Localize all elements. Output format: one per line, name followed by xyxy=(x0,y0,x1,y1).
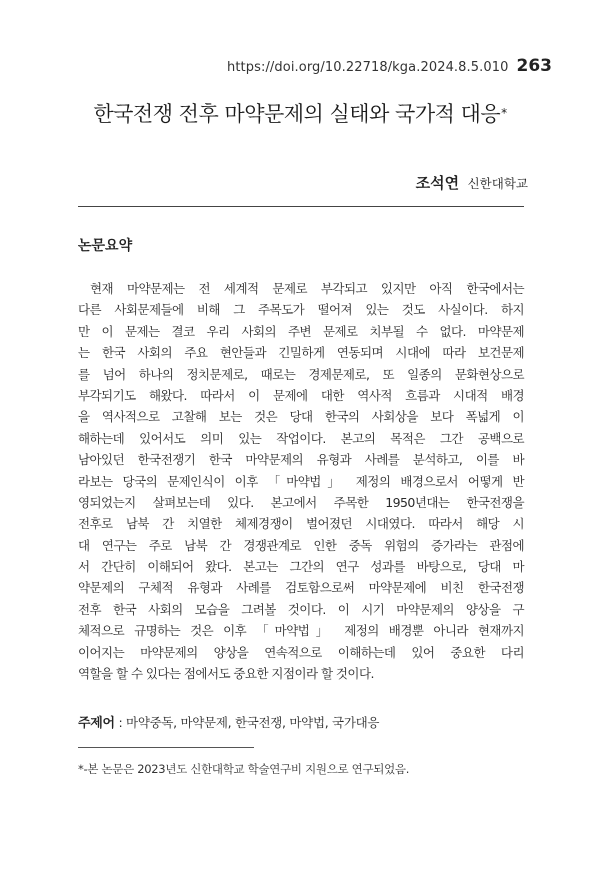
author-name: 조석연 xyxy=(415,174,460,192)
keywords-list: 마약중독, 마약문제, 한국전쟁, 마약법, 국가대응 xyxy=(126,715,380,730)
abstract-line: 만 이 문제는 결코 우리 사회의 주변 문제로 치부될 수 없다. 마약문제 xyxy=(78,323,524,339)
abstract-line: 약문제의 구체적 유형과 사례를 검토함으로써 마약문제에 비친 한국전쟁 xyxy=(78,580,524,596)
abstract-line: 이어지는 마약문제의 양상을 연속적으로 이해하는데 있어 중요한 다리 xyxy=(78,644,524,660)
abstract-line: 을 역사적으로 고찰해 보는 것은 당대 한국의 사회상을 보다 폭넓게 이 xyxy=(78,409,524,425)
abstract-body xyxy=(78,278,524,684)
abstract-line: 다른 사회문제들에 비해 그 주목도가 떨어져 있는 것도 사실이다. 하지 xyxy=(78,302,524,318)
abstract-line: 역할을 할 수 있다는 점에서도 중요한 지점이라 할 것이다. xyxy=(78,666,374,682)
doi-link[interactable]: https://doi.org/10.22718/kga.2024.8.5.010 xyxy=(227,60,509,75)
abstract-line: 부각되기도 해왔다. 따라서 이 문제에 대한 역사적 흐름과 시대적 배경 xyxy=(78,387,524,403)
abstract-line: 전후로 남북 간 치열한 체제경쟁이 벌어졌던 시대였다. 따라서 해당 시 xyxy=(78,516,524,532)
abstract-line: 전후 한국 사회의 모습을 그려볼 것이다. 이 시기 마약문제의 양상을 구 xyxy=(78,601,524,617)
footnote: *-본 논문은 2023년도 신한대학교 학술연구비 지원으로 연구되었음. xyxy=(78,762,410,776)
abstract-line: 라보는 당국의 문제인식이 이후 「마약법」 제정의 배경으로서 어떻게 반 xyxy=(78,473,524,489)
abstract-heading: 논문요약 xyxy=(78,238,133,254)
title-footnote-mark: * xyxy=(501,106,507,120)
abstract-line: 는 한국 사회의 주요 현안들과 긴밀하게 연동되며 시대에 따라 보건문제 xyxy=(78,345,524,361)
keywords-label: 주제어 xyxy=(78,716,115,731)
abstract-line: 해하는데 있어서도 의미 있는 작업이다. 본고의 목적은 그간 공백으로 xyxy=(78,430,524,446)
paper-title xyxy=(60,98,540,128)
abstract-line: 현재 마약문제는 전 세계적 문제로 부각되고 있지만 아직 한국에서는 xyxy=(90,281,524,296)
abstract-line: 영되었는지 살펴보는데 있다. 본고에서 주목한 1950년대는 한국전쟁을 xyxy=(78,494,524,510)
abstract-line: 를 넘어 하나의 정치문제로, 때로는 경제문제로, 또 일종의 문화현상으로 xyxy=(78,366,524,382)
abstract-line: 체적으로 규명하는 것은 이후 「마약법」 제정의 배경뿐 아니라 현재까지 xyxy=(78,623,524,639)
keywords-separator: : xyxy=(114,715,127,730)
title-divider xyxy=(78,206,524,207)
page-number: 263 xyxy=(516,56,552,76)
abstract-line: 대 연구는 주로 남북 간 경쟁관계로 인한 중독 위험의 증가라는 관점에 xyxy=(78,537,524,553)
paper-title-text: 한국전쟁 전후 마약문제의 실태와 국가적 대응 xyxy=(93,102,501,126)
abstract-line: 남아있던 한국전쟁기 한국 마약문제의 유형과 사례를 분석하고, 이를 바 xyxy=(78,452,524,468)
keywords xyxy=(78,712,379,731)
author-block xyxy=(416,172,528,193)
author-affiliation: 신한대학교 xyxy=(467,176,528,191)
running-header xyxy=(227,56,552,76)
abstract-line: 서 간단히 이해되어 왔다. 본고는 그간의 연구 성과를 바탕으로, 당대 마 xyxy=(78,559,524,575)
footnote-divider xyxy=(78,747,254,748)
